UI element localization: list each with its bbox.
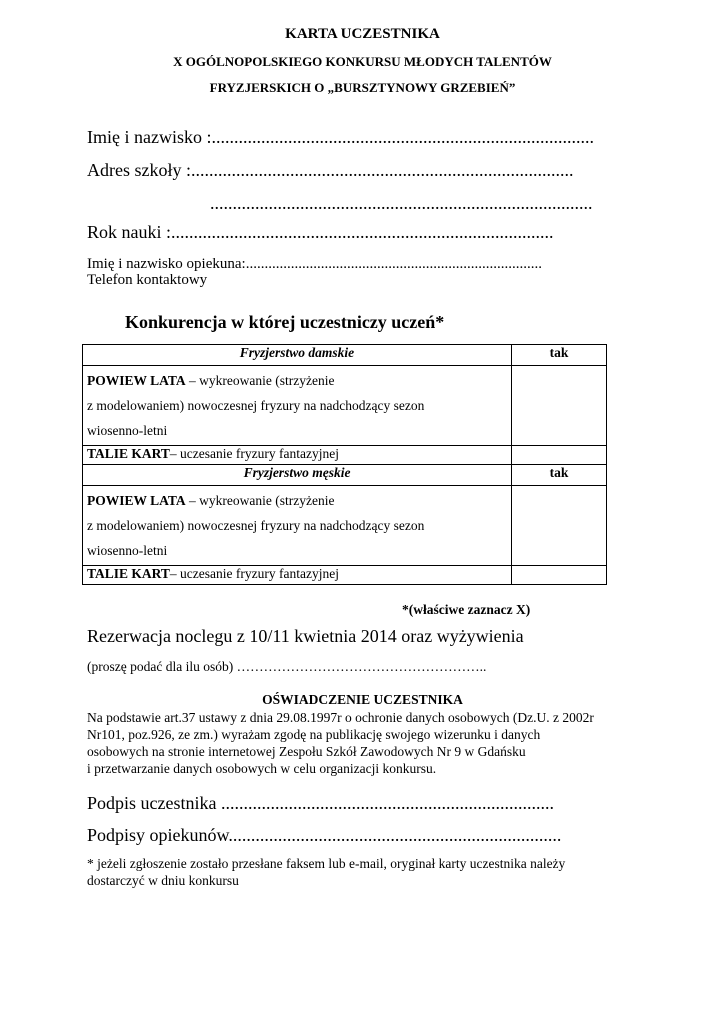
participant-signature-field[interactable]: Podpis uczestnika .......................................................................... <box>87 793 554 813</box>
mark-instruction: *(właściwe zaznacz X) <box>402 602 531 617</box>
women-item-cards <box>83 446 512 465</box>
women-summer-checkbox-cell[interactable] <box>512 366 607 446</box>
men-item-cards-desc: – uczesanie fryzury fantazyjnej <box>169 566 339 581</box>
contest-title-line2: FRYZJERSKICH O „BURSZTYNOWY GRZEBIEŃ” <box>209 80 516 95</box>
women-category-header: Fryzjerstwo damskie <box>83 345 512 366</box>
women-item-summer-desc-a: – wykreowanie (strzyżenie <box>185 373 335 388</box>
guardian-name-field[interactable]: Imię i nazwisko opiekuna:............................................................................... <box>87 256 542 272</box>
declaration-title: OŚWIADCZENIE UCZESTNIKA <box>262 692 463 707</box>
men-item-summer-desc-b: z modelowaniem) nowoczesnej fryzury na nadchodzący sezon <box>87 518 425 533</box>
women-item-summer-title: POWIEW LATA <box>87 373 186 388</box>
declaration-line: i przetwarzanie danych osobowych w celu organizacji konkursu. <box>87 761 437 776</box>
women-cards-checkbox-cell[interactable] <box>512 446 607 465</box>
reservation-count-field[interactable]: (proszę podać dla ilu osób) ……………………………………………….. <box>87 659 487 674</box>
men-item-cards <box>83 566 512 585</box>
phone-field[interactable]: Telefon kontaktowy <box>87 272 208 288</box>
contest-title-line1: X OGÓLNOPOLSKIEGO KONKURSU MŁODYCH TALENTÓW <box>173 54 552 69</box>
name-field[interactable]: Imię i nazwisko :..................................................................................... <box>87 127 594 147</box>
footnote-line: dostarczyć w dniu konkursu <box>87 873 239 888</box>
footnote-line: * jeżeli zgłoszenie zostało przesłane faksem lub e-mail, oryginał karty uczestnika należy <box>87 856 566 871</box>
men-category-header: Fryzjerstwo męskie <box>83 465 512 486</box>
guardians-signature-field[interactable]: Podpisy opiekunów.......................................................................... <box>87 825 562 845</box>
men-summer-checkbox-cell[interactable] <box>512 486 607 566</box>
competition-heading: Konkurencja w której uczestniczy uczeń* <box>125 312 445 332</box>
men-item-summer-title: POWIEW LATA <box>87 493 186 508</box>
women-item-summer <box>83 366 512 446</box>
table-row <box>83 345 607 366</box>
school-address-field-cont[interactable]: ..................................................................................... <box>210 193 593 213</box>
table-row <box>83 366 607 446</box>
women-item-summer-desc-c: wiosenno-letni <box>87 423 168 438</box>
men-item-cards-title: TALIE KART <box>87 566 170 581</box>
men-yes-header: tak <box>512 465 607 486</box>
men-cards-checkbox-cell[interactable] <box>512 566 607 585</box>
women-yes-header: tak <box>512 345 607 366</box>
men-item-summer <box>83 486 512 566</box>
women-item-summer-desc-b: z modelowaniem) nowoczesnej fryzury na nadchodzący sezon <box>87 398 425 413</box>
women-item-cards-title: TALIE KART <box>87 446 170 461</box>
women-item-cards-desc: – uczesanie fryzury fantazyjnej <box>169 446 339 461</box>
table-row <box>83 465 607 486</box>
men-item-summer-desc-a: – wykreowanie (strzyżenie <box>185 493 335 508</box>
declaration-line: Nr101, poz.926, ze zm.) wyrażam zgodę na publikację swojego wizerunku i danych <box>87 727 541 742</box>
reservation-label: Rezerwacja noclegu z 10/11 kwietnia 2014 oraz wyżywienia <box>87 626 524 646</box>
declaration-line: osobowych na stronie internetowej Zespołu Szkół Zawodowych Nr 9 w Gdańsku <box>87 744 526 759</box>
year-of-study-field[interactable]: Rok nauki :..................................................................................... <box>87 222 554 242</box>
table-row <box>83 566 607 585</box>
competition-table <box>82 344 607 585</box>
table-row <box>83 446 607 465</box>
table-row <box>83 486 607 566</box>
school-address-field[interactable]: Adres szkoły :..................................................................................... <box>87 160 574 180</box>
card-title: KARTA UCZESTNIKA <box>285 26 440 42</box>
men-item-summer-desc-c: wiosenno-letni <box>87 543 168 558</box>
declaration-line: Na podstawie art.37 ustawy z dnia 29.08.1997r o ochronie danych osobowych (Dz.U. z 2002r <box>87 710 594 725</box>
